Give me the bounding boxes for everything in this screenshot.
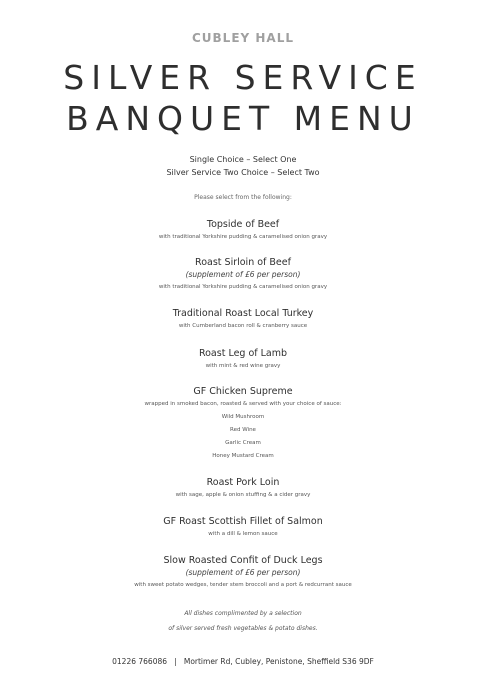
dish-roast-sirloin <box>0 256 486 294</box>
dish-salmon-fillet <box>0 515 486 541</box>
dish-description: with traditional Yorkshire pudding & caramelised onion gravy <box>158 284 328 290</box>
dish-name: Topside of Beef <box>206 219 280 230</box>
dish-description: with traditional Yorkshire pudding & caramelised onion gravy <box>158 234 328 240</box>
sauce-option: Red Wine <box>230 427 256 433</box>
dish-name: Slow Roasted Confit of Duck Legs <box>163 555 323 566</box>
please-select: Please select from the following: <box>194 194 292 201</box>
dish-topside-of-beef <box>0 218 486 244</box>
dish-chicken-supreme <box>0 385 486 463</box>
dish-name: GF Roast Scottish Fillet of Salmon <box>163 516 323 527</box>
dish-confit-duck-legs <box>0 554 486 592</box>
brand-name: CUBLEY HALL <box>191 31 295 45</box>
dish-description: wrapped in smoked bacon, roasted & served with your choice of sauce: <box>144 401 342 407</box>
sauce-option: Wild Mushroom <box>221 414 265 420</box>
vegetables-note-line-1: All dishes complimented by a selection <box>184 610 302 617</box>
vegetables-note-line-2: of silver served fresh vegetables & potato dishes. <box>168 625 318 632</box>
dish-name: GF Chicken Supreme <box>193 386 293 397</box>
dish-description: with a dill & lemon sauce <box>208 531 278 537</box>
dish-supplement: (supplement of £6 per person) <box>185 270 301 279</box>
dish-roast-turkey <box>0 307 486 333</box>
dish-supplement: (supplement of £6 per person) <box>185 568 301 577</box>
choice-single: Single Choice – Select One <box>189 155 297 164</box>
dish-name: Roast Leg of Lamb <box>198 348 288 359</box>
dish-leg-of-lamb <box>0 347 486 373</box>
dish-name: Roast Sirloin of Beef <box>195 257 291 268</box>
choice-two: Silver Service Two Choice – Select Two <box>166 168 320 177</box>
dish-name: Traditional Roast Local Turkey <box>172 308 314 319</box>
dish-description: with sweet potato wedges, tender stem broccoli and a port & redcurrant sauce <box>134 582 352 588</box>
sauce-option: Honey Mustard Cream <box>212 453 274 459</box>
dish-name: Roast Pork Loin <box>206 477 280 488</box>
dish-roast-pork-loin <box>0 476 486 502</box>
sauce-option: Garlic Cream <box>225 440 261 446</box>
menu-title-line-2: BANQUET MENU <box>66 99 420 138</box>
menu-title-line-1: SILVER SERVICE <box>63 58 423 97</box>
dish-description: with Cumberland bacon roll & cranberry sauce <box>178 323 308 329</box>
dish-description: with mint & red wine gravy <box>205 363 281 369</box>
contact-footer: 01226 766086 | Mortimer Rd, Cubley, Penistone, Sheffield S36 9DF <box>112 657 374 666</box>
dish-description: with sage, apple & onion stuffing & a cider gravy <box>175 492 311 498</box>
